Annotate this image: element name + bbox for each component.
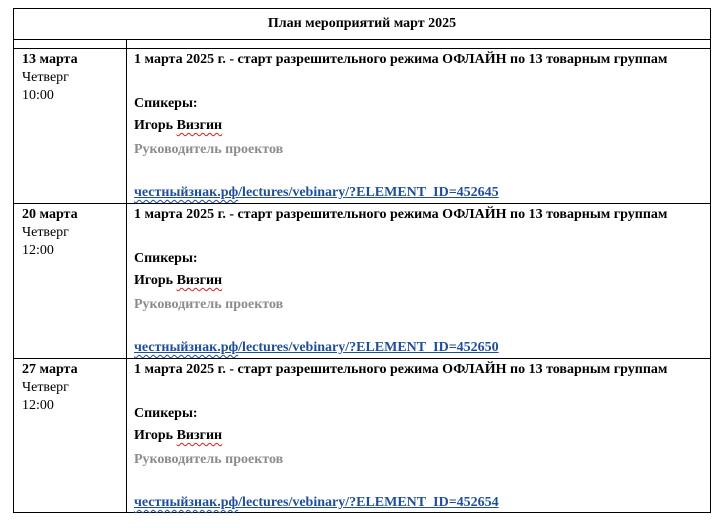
events-table bbox=[13, 8, 711, 513]
speakers-label: Спикеры: bbox=[134, 96, 198, 111]
webinar-link[interactable] bbox=[134, 494, 499, 512]
content-cell bbox=[127, 49, 711, 204]
speaker-first-name: Игорь bbox=[134, 428, 174, 443]
speakers-label: Спикеры: bbox=[134, 251, 198, 266]
event-time: 12:00 bbox=[22, 398, 54, 413]
speaker-first-name: Игорь bbox=[134, 118, 174, 133]
speaker-name bbox=[134, 117, 710, 135]
spacer-row bbox=[14, 40, 711, 49]
table-row bbox=[14, 359, 711, 513]
event-weekday: Четверг bbox=[22, 380, 69, 395]
link-path[interactable]: /lectures/vebinary/?ELEMENT_ID=452650 bbox=[238, 340, 499, 355]
link-domain[interactable]: честныйзнак.рф bbox=[134, 340, 239, 355]
speaker-role: Руководитель проектов bbox=[134, 297, 284, 312]
content-cell bbox=[127, 204, 711, 359]
event-title: 1 марта 2025 г. - старт разрешительного режима ОФЛАЙН по 13 товарным группам bbox=[134, 362, 668, 377]
speaker-surname: Визгин bbox=[176, 273, 223, 288]
webinar-link[interactable] bbox=[134, 184, 499, 202]
speaker-surname: Визгин bbox=[176, 428, 223, 443]
document-title: План мероприятий март 2025 bbox=[14, 9, 711, 40]
date-cell bbox=[14, 49, 127, 204]
event-date: 27 марта bbox=[22, 362, 78, 377]
speaker-name bbox=[134, 272, 710, 290]
speaker-role: Руководитель проектов bbox=[134, 452, 284, 467]
date-cell bbox=[14, 204, 127, 359]
speaker-role: Руководитель проектов bbox=[134, 142, 284, 157]
event-weekday: Четверг bbox=[22, 225, 69, 240]
content-cell bbox=[127, 359, 711, 513]
link-domain[interactable]: честныйзнак.рф bbox=[134, 185, 239, 200]
spacer-cell bbox=[14, 40, 127, 49]
link-path[interactable]: /lectures/vebinary/?ELEMENT_ID=452645 bbox=[238, 185, 499, 200]
table-row bbox=[14, 49, 711, 204]
speaker-first-name: Игорь bbox=[134, 273, 174, 288]
spacer-cell bbox=[127, 40, 711, 49]
event-date: 13 марта bbox=[22, 52, 78, 67]
date-cell bbox=[14, 359, 127, 513]
event-time: 12:00 bbox=[22, 243, 54, 258]
event-title: 1 марта 2025 г. - старт разрешительного режима ОФЛАЙН по 13 товарным группам bbox=[134, 207, 668, 222]
event-weekday: Четверг bbox=[22, 70, 69, 85]
link-path[interactable]: /lectures/vebinary/?ELEMENT_ID=452654 bbox=[238, 495, 499, 510]
event-title: 1 марта 2025 г. - старт разрешительного режима ОФЛАЙН по 13 товарным группам bbox=[134, 52, 668, 67]
speaker-surname: Визгин bbox=[176, 118, 223, 133]
link-domain[interactable]: честныйзнак.рф bbox=[134, 495, 239, 510]
speakers-label: Спикеры: bbox=[134, 406, 198, 421]
title-row bbox=[14, 9, 711, 40]
table-row bbox=[14, 204, 711, 359]
event-date: 20 марта bbox=[22, 207, 78, 222]
event-time: 10:00 bbox=[22, 88, 54, 103]
webinar-link[interactable] bbox=[134, 339, 499, 357]
speaker-name bbox=[134, 427, 710, 445]
